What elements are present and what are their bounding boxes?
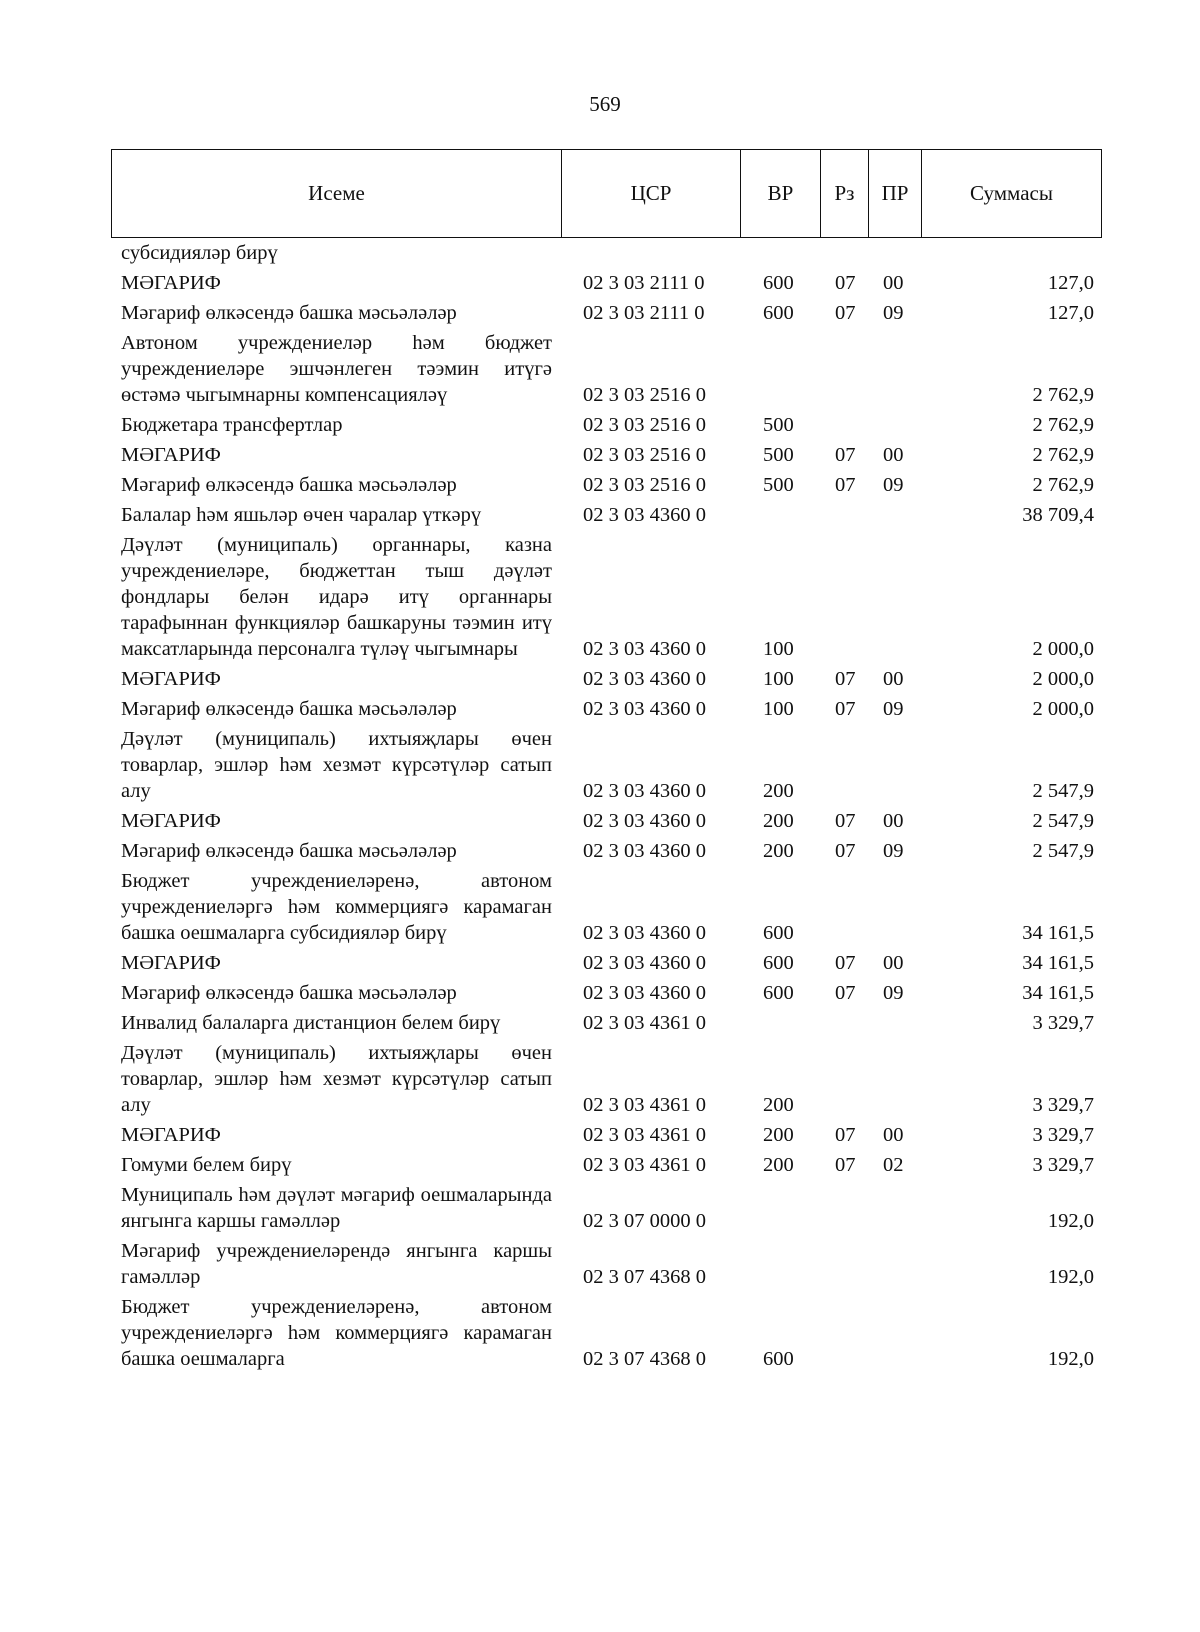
row-sum: 34 161,5 — [1022, 952, 1094, 974]
row-name: Бюджетара трансфертлар — [121, 414, 343, 436]
row-vr: 200 — [763, 1154, 794, 1176]
row-sum: 3 329,7 — [1032, 1012, 1094, 1034]
row-csr: 02 3 07 0000 0 — [583, 1210, 706, 1232]
row-csr: 02 3 03 4360 0 — [583, 780, 706, 802]
row-vr: 600 — [763, 982, 794, 1004]
table-row — [0, 978, 1200, 1008]
table-row — [0, 238, 1200, 268]
row-rz: 07 — [835, 952, 856, 974]
row-name: Мәгариф өлкәсендә башка мәсьәләләр — [121, 982, 457, 1004]
row-csr: 02 3 07 4368 0 — [583, 1266, 706, 1288]
row-vr: 600 — [763, 952, 794, 974]
header-sum: Суммасы — [970, 181, 1053, 205]
table-row — [0, 1150, 1200, 1180]
row-values — [0, 1208, 1200, 1234]
header-vr: ВР — [741, 150, 821, 237]
row-csr: 02 3 03 4360 0 — [583, 810, 706, 832]
row-sum: 2 000,0 — [1032, 638, 1094, 660]
table-row — [0, 806, 1200, 836]
table-row — [0, 298, 1200, 328]
row-values — [0, 1264, 1200, 1290]
row-rz: 07 — [835, 1154, 856, 1176]
row-csr: 02 3 03 4361 0 — [583, 1094, 706, 1116]
row-name: МӘГАРИФ — [121, 444, 221, 466]
table-row — [0, 530, 1200, 664]
row-pr: 02 — [883, 1154, 904, 1176]
row-values — [0, 502, 1200, 528]
table-body — [0, 238, 1200, 1374]
row-sum: 2 547,9 — [1032, 780, 1094, 802]
table-row — [0, 268, 1200, 298]
row-rz: 07 — [835, 668, 856, 690]
row-name: Балалар һәм яшьләр өчен чаралар үткәрү — [121, 504, 482, 526]
row-csr: 02 3 03 4360 0 — [583, 982, 706, 1004]
row-name: субсидияләр бирү — [121, 242, 278, 264]
row-values — [0, 950, 1200, 976]
row-csr: 02 3 03 4361 0 — [583, 1154, 706, 1176]
row-name: Гомуми белем бирү — [121, 1154, 292, 1176]
row-sum: 2 000,0 — [1032, 698, 1094, 720]
table-row — [0, 328, 1200, 410]
row-vr: 200 — [763, 810, 794, 832]
row-name: МӘГАРИФ — [121, 1124, 221, 1146]
table-row — [0, 470, 1200, 500]
row-sum: 3 329,7 — [1032, 1094, 1094, 1116]
header-csr: ЦСР — [562, 150, 741, 237]
row-values — [0, 920, 1200, 946]
table-row — [0, 410, 1200, 440]
row-name: Автоном учреждениеләр һәм бюджет учреждениеләре эшчәнлеген тәэмин итүгә өстәмә чыгымнарны компенсацияләү — [121, 332, 552, 406]
row-name: Мәгариф өлкәсендә башка мәсьәләләр — [121, 698, 457, 720]
row-vr: 600 — [763, 272, 794, 294]
row-rz: 07 — [835, 840, 856, 862]
row-csr: 02 3 03 2111 0 — [583, 302, 705, 324]
row-sum: 2 762,9 — [1032, 444, 1094, 466]
table-row — [0, 500, 1200, 530]
row-rz: 07 — [835, 1124, 856, 1146]
row-values — [0, 1092, 1200, 1118]
row-values — [0, 808, 1200, 834]
row-csr: 02 3 03 4360 0 — [583, 922, 706, 944]
row-rz: 07 — [835, 982, 856, 1004]
row-vr: 100 — [763, 668, 794, 690]
row-vr: 600 — [763, 1348, 794, 1370]
row-csr: 02 3 03 2516 0 — [583, 474, 706, 496]
table-row — [0, 694, 1200, 724]
row-vr: 200 — [763, 840, 794, 862]
row-values — [0, 1010, 1200, 1036]
row-csr: 02 3 03 4361 0 — [583, 1012, 706, 1034]
row-csr: 02 3 03 2516 0 — [583, 384, 706, 406]
row-csr: 02 3 07 4368 0 — [583, 1348, 706, 1370]
table-row — [0, 664, 1200, 694]
header-pr: ПР — [869, 150, 922, 237]
row-name: Мәгариф өлкәсендә башка мәсьәләләр — [121, 474, 457, 496]
row-name: Дәүләт (муниципаль) органнары, казна учреждениеләре, бюджеттан тыш дәүләт фондлары белән идарә итү органнары тарафыннан функцияләр башкаруны тәэмин итү максатларында персоналга түләү чыгымнары — [121, 534, 552, 660]
row-csr: 02 3 03 4360 0 — [583, 840, 706, 862]
row-sum: 34 161,5 — [1022, 922, 1094, 944]
row-vr: 200 — [763, 780, 794, 802]
row-name: Дәүләт (муниципаль) ихтыяҗлары өчен товарлар, эшләр һәм хезмәт күрсәтүләр сатып алу — [121, 1042, 552, 1116]
row-sum: 127,0 — [1047, 272, 1094, 294]
row-pr: 09 — [883, 698, 904, 720]
row-values — [0, 442, 1200, 468]
row-values — [0, 382, 1200, 408]
table-row — [0, 440, 1200, 470]
row-values — [0, 666, 1200, 692]
row-sum: 2 762,9 — [1032, 474, 1094, 496]
row-values — [0, 636, 1200, 662]
row-name: Мәгариф өлкәсендә башка мәсьәләләр — [121, 302, 457, 324]
row-name: Дәүләт (муниципаль) ихтыяҗлары өчен товарлар, эшләр һәм хезмәт күрсәтүләр сатып алу — [121, 728, 552, 802]
row-sum: 2 547,9 — [1032, 810, 1094, 832]
row-vr: 500 — [763, 414, 794, 436]
row-sum: 38 709,4 — [1022, 504, 1094, 526]
row-sum: 2 762,9 — [1032, 384, 1094, 406]
row-vr: 100 — [763, 698, 794, 720]
table-row — [0, 948, 1200, 978]
row-values — [0, 980, 1200, 1006]
row-rz: 07 — [835, 810, 856, 832]
row-values — [0, 1346, 1200, 1372]
row-sum: 34 161,5 — [1022, 982, 1094, 1004]
row-sum: 2 762,9 — [1032, 414, 1094, 436]
row-name: Инвалид балаларга дистанцион белем бирү — [121, 1012, 501, 1034]
row-vr: 600 — [763, 302, 794, 324]
row-sum: 127,0 — [1047, 302, 1094, 324]
row-vr: 200 — [763, 1124, 794, 1146]
row-sum: 192,0 — [1047, 1348, 1094, 1370]
row-pr: 00 — [883, 668, 904, 690]
row-pr: 00 — [883, 1124, 904, 1146]
row-sum: 3 329,7 — [1032, 1124, 1094, 1146]
row-rz: 07 — [835, 302, 856, 324]
row-vr: 500 — [763, 474, 794, 496]
row-csr: 02 3 03 4360 0 — [583, 952, 706, 974]
row-values — [0, 472, 1200, 498]
row-sum: 2 547,9 — [1032, 840, 1094, 862]
row-name: Бюджет учреждениеләренә, автоном учреждениеләргә һәм коммерциягә карамаган башка оешмаларга субсидияләр бирү — [121, 870, 552, 944]
row-pr: 09 — [883, 302, 904, 324]
row-vr: 200 — [763, 1094, 794, 1116]
row-pr: 00 — [883, 444, 904, 466]
table-row — [0, 1236, 1200, 1292]
row-rz: 07 — [835, 444, 856, 466]
row-name: МӘГАРИФ — [121, 272, 221, 294]
row-values — [0, 240, 1200, 266]
row-pr: 09 — [883, 474, 904, 496]
table-header — [111, 149, 1102, 238]
row-csr: 02 3 03 4360 0 — [583, 504, 706, 526]
row-name: Бюджет учреждениеләренә, автоном учреждениеләргә һәм коммерциягә карамаган башка оешмаларга — [121, 1296, 552, 1370]
row-vr: 500 — [763, 444, 794, 466]
row-sum: 2 000,0 — [1032, 668, 1094, 690]
row-pr: 00 — [883, 810, 904, 832]
row-pr: 00 — [883, 952, 904, 974]
row-csr: 02 3 03 2111 0 — [583, 272, 705, 294]
table-row — [0, 724, 1200, 806]
row-values — [0, 838, 1200, 864]
row-csr: 02 3 03 2516 0 — [583, 444, 706, 466]
row-values — [0, 270, 1200, 296]
row-values — [0, 1152, 1200, 1178]
row-name: МӘГАРИФ — [121, 668, 221, 690]
row-name: Мәгариф өлкәсендә башка мәсьәләләр — [121, 840, 457, 862]
row-pr: 00 — [883, 272, 904, 294]
row-rz: 07 — [835, 272, 856, 294]
row-name: Мәгариф учреждениеләрендә янгынга каршы гамәлләр — [121, 1240, 552, 1288]
row-values — [0, 412, 1200, 438]
row-csr: 02 3 03 4361 0 — [583, 1124, 706, 1146]
table-row — [0, 1120, 1200, 1150]
row-sum: 192,0 — [1047, 1210, 1094, 1232]
header-name: Исеме — [112, 150, 562, 237]
row-sum: 192,0 — [1047, 1266, 1094, 1288]
table-row — [0, 1008, 1200, 1038]
header-rz: Рз — [821, 150, 869, 237]
row-values — [0, 696, 1200, 722]
table-row — [0, 836, 1200, 866]
row-sum: 3 329,7 — [1032, 1154, 1094, 1176]
row-name: Муниципаль һәм дәүләт мәгариф оешмаларында янгынга каршы гамәлләр — [121, 1184, 552, 1232]
table-row — [0, 1038, 1200, 1120]
row-vr: 600 — [763, 922, 794, 944]
row-values — [0, 300, 1200, 326]
row-values — [0, 1122, 1200, 1148]
row-csr: 02 3 03 4360 0 — [583, 638, 706, 660]
table-row — [0, 1292, 1200, 1374]
row-values — [0, 778, 1200, 804]
row-csr: 02 3 03 4360 0 — [583, 698, 706, 720]
row-pr: 09 — [883, 840, 904, 862]
page-number: 569 — [589, 92, 621, 116]
row-rz: 07 — [835, 474, 856, 496]
table-row — [0, 1180, 1200, 1236]
row-csr: 02 3 03 2516 0 — [583, 414, 706, 436]
row-name: МӘГАРИФ — [121, 810, 221, 832]
row-pr: 09 — [883, 982, 904, 1004]
row-vr: 100 — [763, 638, 794, 660]
row-rz: 07 — [835, 698, 856, 720]
row-csr: 02 3 03 4360 0 — [583, 668, 706, 690]
table-row — [0, 866, 1200, 948]
row-name: МӘГАРИФ — [121, 952, 221, 974]
